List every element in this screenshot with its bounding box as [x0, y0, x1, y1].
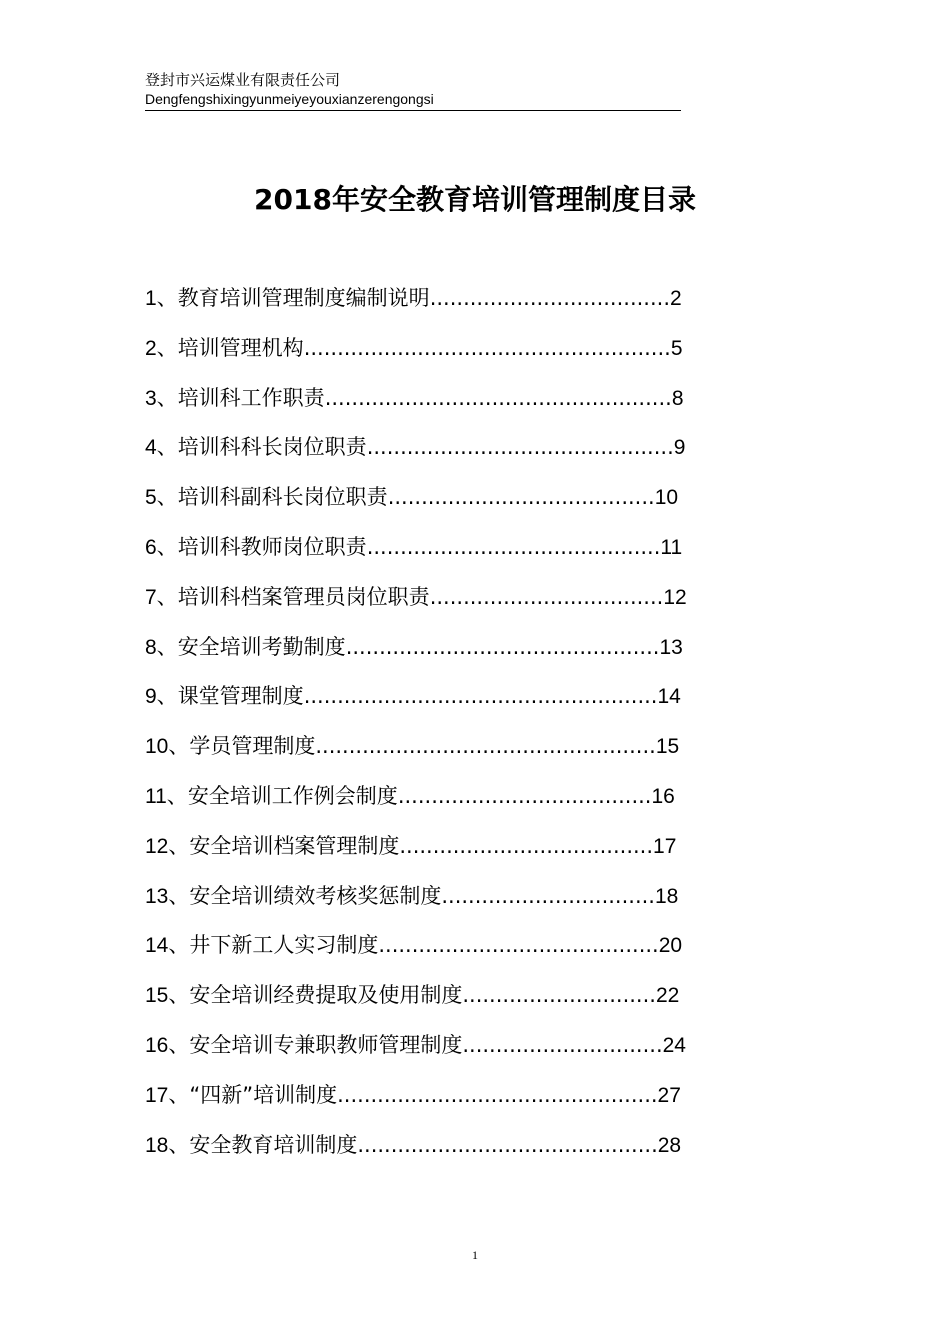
- toc-entry-6: [145, 529, 687, 579]
- toc-leader-dots: ......................................: [397, 783, 652, 808]
- toc-number: 7、: [145, 585, 178, 609]
- toc-page-number: 11: [660, 535, 683, 559]
- toc-title: “四新”培训制度: [189, 1082, 338, 1107]
- toc-leader-dots: ....................................................: [324, 385, 672, 410]
- toc-page-number: 5: [670, 336, 683, 360]
- footer-page-number: 1: [472, 1248, 478, 1262]
- toc-title: 学员管理制度: [189, 734, 316, 759]
- toc-entry-10: [145, 728, 687, 778]
- toc-title: 培训科档案管理员岗位职责: [177, 584, 430, 609]
- toc-number: 6、: [145, 535, 178, 559]
- toc-number: 1、: [145, 287, 178, 310]
- toc-page-number: 24: [662, 1033, 686, 1057]
- document-header: [145, 70, 681, 111]
- toc-number: 9、: [145, 685, 178, 709]
- toc-entry-1: [145, 280, 687, 330]
- toc-entry-18: [145, 1127, 687, 1177]
- toc-entry-13: [145, 878, 687, 928]
- toc-title: 培训管理机构: [177, 335, 304, 360]
- toc-page-number: 14: [657, 685, 681, 709]
- toc-entry-9: [145, 678, 687, 728]
- toc-number: 12、: [145, 834, 190, 858]
- toc-leader-dots: ...................................................: [315, 734, 656, 759]
- toc-number: 18、: [145, 1133, 190, 1157]
- toc-title: 培训科副科长岗位职责: [177, 485, 388, 510]
- toc-title: 安全培训经费提取及使用制度: [189, 983, 463, 1008]
- toc-title: 安全培训绩效考核奖惩制度: [189, 883, 442, 908]
- toc-title: 培训科工作职责: [177, 385, 325, 410]
- toc-number: 15、: [145, 984, 190, 1008]
- toc-title: 安全教育培训制度: [189, 1132, 358, 1157]
- toc-title: 安全培训档案管理制度: [189, 833, 400, 858]
- toc-entry-11: [145, 778, 687, 828]
- toc-page-number: 2: [670, 287, 682, 310]
- company-name-chinese: 登封市兴运煤业有限责任公司: [145, 71, 341, 89]
- toc-title: 课堂管理制度: [177, 684, 304, 709]
- toc-number: 17、: [145, 1083, 190, 1107]
- toc-entry-7: [145, 579, 687, 629]
- toc-leader-dots: ................................: [441, 883, 655, 908]
- toc-leader-dots: ........................................: [387, 485, 655, 510]
- toc-page-number: 18: [654, 884, 679, 908]
- toc-title: 安全培训工作例会制度: [187, 783, 398, 808]
- toc-leader-dots: .....................................................: [303, 684, 658, 709]
- toc-entry-4: [145, 429, 687, 479]
- toc-page-number: 9: [673, 436, 686, 460]
- toc-title: 教育培训管理制度编制说明: [177, 286, 430, 310]
- toc-entry-15: [145, 977, 687, 1027]
- toc-page-number: 27: [657, 1083, 681, 1107]
- toc-leader-dots: ......................................: [399, 833, 654, 858]
- toc-title: 井下新工人实习制度: [189, 933, 379, 958]
- toc-number: 3、: [145, 386, 178, 410]
- toc-page-number: 12: [663, 585, 687, 609]
- toc-leader-dots: .............................: [462, 983, 656, 1008]
- toc-number: 8、: [145, 635, 178, 659]
- toc-number: 16、: [145, 1033, 190, 1057]
- toc-title: 安全培训专兼职教师管理制度: [189, 1032, 463, 1057]
- toc-leader-dots: ..............................................: [366, 435, 674, 460]
- toc-page-number: 28: [657, 1133, 682, 1157]
- toc-page-number: 22: [655, 984, 680, 1008]
- toc-page-number: 17: [653, 834, 677, 858]
- toc-page-number: 16: [651, 784, 675, 808]
- toc-title: 培训科教师岗位职责: [177, 534, 367, 559]
- toc-number: 10、: [145, 735, 190, 759]
- toc-entry-5: [145, 479, 687, 529]
- toc-page-number: 13: [659, 635, 683, 659]
- toc-entry-14: [145, 927, 687, 977]
- toc-entry-8: [145, 629, 687, 679]
- toc-leader-dots: .............................................: [357, 1132, 658, 1157]
- toc-leader-dots: ................................................: [337, 1082, 658, 1107]
- table-of-contents: [145, 280, 687, 1176]
- toc-entry-3: [145, 380, 687, 430]
- toc-number: 5、: [145, 486, 178, 510]
- document-title: 2018年安全教育培训管理制度目录: [254, 183, 696, 216]
- toc-entry-17: [145, 1077, 687, 1127]
- toc-leader-dots: ....................................: [429, 286, 670, 310]
- toc-number: 11、: [145, 784, 188, 808]
- toc-page-number: 20: [658, 934, 683, 958]
- toc-leader-dots: .......................................................: [303, 335, 671, 360]
- toc-page-number: 8: [671, 386, 684, 410]
- toc-number: 2、: [145, 336, 178, 360]
- toc-leader-dots: ..............................: [462, 1032, 663, 1057]
- toc-number: 14、: [145, 934, 190, 958]
- company-name-pinyin: Dengfengshixingyunmeiyeyouxianzerengongsi: [145, 91, 434, 107]
- toc-leader-dots: ...............................................: [345, 634, 660, 659]
- toc-entry-16: [145, 1027, 687, 1077]
- toc-page-number: 15: [655, 735, 680, 759]
- toc-entry-12: [145, 828, 687, 878]
- toc-entry-2: [145, 330, 687, 380]
- toc-number: 4、: [145, 436, 178, 460]
- toc-leader-dots: ..........................................: [378, 933, 659, 958]
- toc-page-number: 10: [654, 486, 679, 510]
- toc-leader-dots: ............................................: [366, 534, 661, 559]
- toc-title: 培训科科长岗位职责: [177, 435, 367, 460]
- toc-leader-dots: ...................................: [429, 584, 664, 609]
- toc-number: 13、: [145, 884, 190, 908]
- toc-title: 安全培训考勤制度: [177, 634, 346, 659]
